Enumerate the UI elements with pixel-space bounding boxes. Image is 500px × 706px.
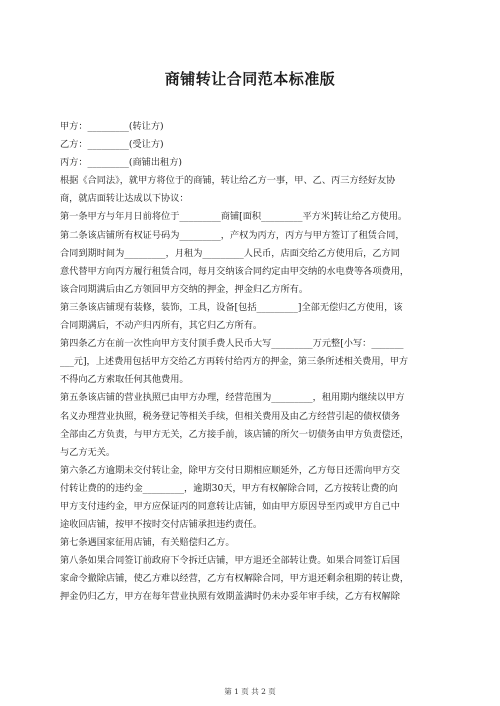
clause-line: 名义办理营业执照，税务登记等相关手续，但相关费用及由乙方经营引起的债权债务 [60,410,400,422]
document-body [60,118,446,607]
page-number: 第 1 页 共 2 页 [224,687,276,696]
clause-line: 家命令撤除店铺，使乙方难以经营，乙方有权解除合同，甲方退还剩余租期的转让费， [60,573,410,585]
clause-line: 与乙方无关。 [60,446,116,458]
clause-line: 第六条乙方逾期未交付转让金，除甲方交付日期相应顺延外，乙方每日还需向甲方交 [60,464,400,476]
clause-line: ___元]，上述费用包括甲方交给乙方再转付给丙方的押金，第三条所述相关费用，甲方 [60,356,409,368]
clause-line: 第七条遇国家征用店铺，有关赔偿归乙方。 [60,537,235,549]
clause-line: 第三条该店铺现有装修，装饰，工具，设备[包括_________]全部无偿归乙方使用，该 [60,301,403,313]
party-b-line: 乙方：_________(受让方) [60,139,164,151]
clause-line: 第四条乙方在前一次性向甲方支付顶手费人民币大写_________万元整[小写：_______ [60,338,404,350]
clause-line: 途收回店铺，按甲不按时交付店铺承担违约责任。 [60,519,263,531]
clause-line: 第五条该店铺的营业执照已由甲方办理，经营范围为_________，租用期内继续以甲方 [60,392,405,404]
clause-line: 不得向乙方索取任何其他费用。 [60,374,189,386]
clause-line: 合同到期时间为_________，月租为_________人民币，店面交给乙方使用后，乙方同 [60,247,400,259]
clause-line: 付转让费的的违约金_________，逾期30天，甲方有权解除合同，乙方按转让费的向 [60,482,398,494]
clause-line: 甲方支付违约金，甲方应保证丙的同意转让店铺，如由甲方原因导至丙或甲方自己中 [60,500,400,512]
document-title: 商铺转让合同范本标准版 [164,70,336,88]
preamble-line: 商，就店面转让达成以下协议： [60,193,189,205]
clause-line: 第八条如果合同签订前政府下令拆迁店铺，甲方退还全部转让费。如果合同签订后国 [60,555,400,567]
clause-line: 第一条甲方与年月日前将位于_________商铺[面积_________平方米]转让给乙方使用。 [60,211,408,223]
clause-line: 合同期满后，不动产归丙所有，其它归乙方所有。 [60,320,263,332]
clause-line: 该合同期满后由乙方领回甲方交纳的押金，押金归乙方所有。 [60,283,309,295]
clause-line: 全部由乙方负责，与甲方无关，乙方接手前，该店铺的所欠一切债务由甲方负责偿还， [60,428,410,440]
clause-line: 第二条该店铺所有权证号码为_________，产权为丙方，丙方与甲方签订了租赁合同， [60,229,405,241]
clause-line: 押金仍归乙方，甲方在每年营业执照有效期盖满时仍未办妥年审手续，乙方有权解除 [60,591,400,603]
clause-line: 意代替甲方向丙方履行租赁合同，每月交纳该合同约定由甲交纳的水电费等各项费用， [60,265,410,277]
party-c-line: 丙方：_________(商铺出租方) [60,157,183,169]
preamble-line: 根据《合同法》，就甲方将位于的商铺，转让给乙方一事，甲、乙、丙三方经好友协 [60,175,396,187]
party-a-line: 甲方：_________(转让方) [60,121,164,132]
